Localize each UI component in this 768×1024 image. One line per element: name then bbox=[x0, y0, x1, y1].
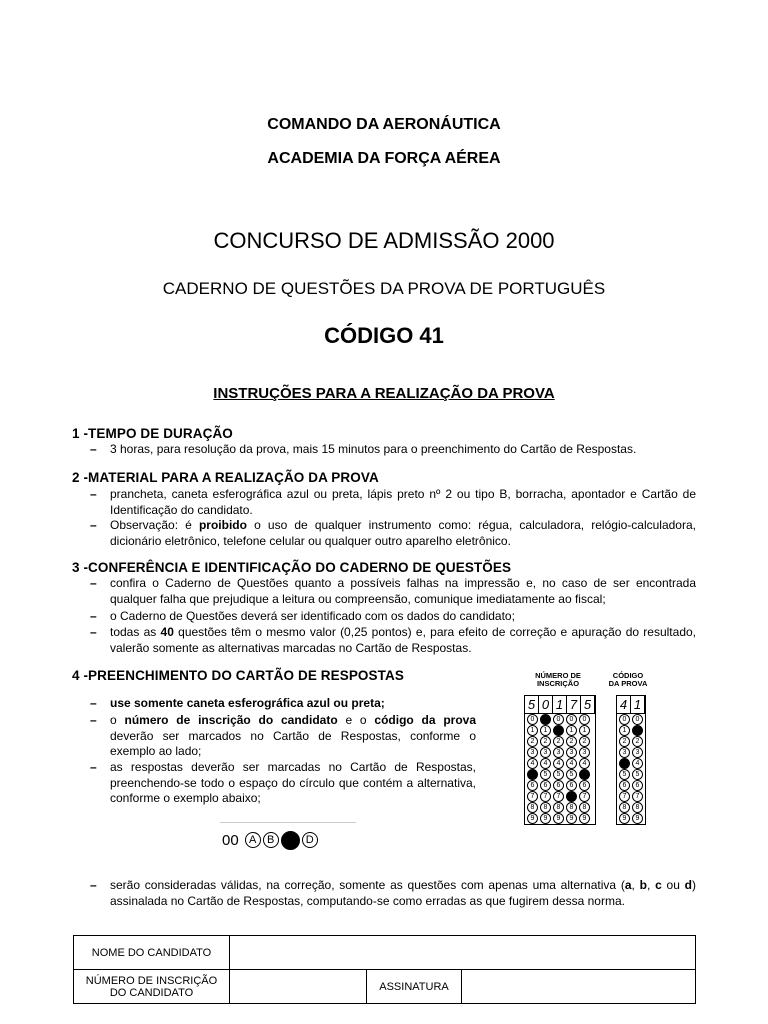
digit-box: 4 bbox=[617, 696, 631, 713]
digit-bubble: 7 bbox=[579, 791, 590, 802]
digit-bubble: 7 bbox=[619, 791, 630, 802]
inscricao-label: NÚMERO DE INSCRIÇÃO DO CANDIDATO bbox=[74, 970, 230, 1004]
section-4-title: 4 -PREENCHIMENTO DO CARTÃO DE RESPOSTAS bbox=[72, 668, 404, 683]
digit-bubble: 8 bbox=[579, 802, 590, 813]
section-3-item-3: – todas as 40 questões têm o mesmo valor (0,25 pontos) e, para efeito de correção e apuração do resultado, valerão somente as alternativas marcadas no Cartão de Respostas. bbox=[90, 625, 697, 655]
digit-bubble: 1 bbox=[566, 725, 577, 736]
signature-label: ASSINATURA bbox=[367, 970, 462, 1004]
digit-bubble bbox=[540, 714, 551, 725]
digit-bubble: 4 bbox=[579, 758, 590, 769]
bubble-row bbox=[617, 758, 645, 769]
digit-bubble: 6 bbox=[540, 780, 551, 791]
example-question-number: 00 bbox=[222, 831, 239, 849]
inscricao-bubble-grid bbox=[524, 695, 596, 825]
option-b-bubble: B bbox=[263, 832, 279, 848]
bubble-row bbox=[525, 736, 595, 747]
section-3-title: 3 -CONFERÊNCIA E IDENTIFICAÇÃO DO CADERNO DE QUESTÕES bbox=[72, 560, 512, 575]
bubble-row bbox=[617, 791, 645, 802]
digit-bubble: 9 bbox=[527, 813, 538, 824]
digit-bubble: 5 bbox=[619, 769, 630, 780]
digit-bubble: 2 bbox=[527, 736, 538, 747]
digit-box: 7 bbox=[567, 696, 581, 713]
bubble-row bbox=[525, 747, 595, 758]
dash: – bbox=[90, 696, 97, 710]
digit-bubble bbox=[579, 769, 590, 780]
digit-box: 0 bbox=[539, 696, 553, 713]
bubble-row bbox=[525, 802, 595, 813]
digit-bubble: 2 bbox=[566, 736, 577, 747]
dash: – bbox=[90, 625, 97, 639]
digit-bubble: 2 bbox=[632, 736, 643, 747]
dash: – bbox=[90, 487, 97, 501]
digit-bubble: 9 bbox=[553, 813, 564, 824]
digit-bubble: 3 bbox=[566, 747, 577, 758]
digit-bubble: 6 bbox=[619, 780, 630, 791]
dash: – bbox=[90, 713, 97, 727]
bubble-row bbox=[525, 758, 595, 769]
digit-bubble: 7 bbox=[632, 791, 643, 802]
inscricao-grid-label: NÚMERO DE INSCRIÇÃO bbox=[535, 671, 581, 688]
digit-bubble: 8 bbox=[553, 802, 564, 813]
digit-bubble: 1 bbox=[540, 725, 551, 736]
digit-bubble: 1 bbox=[579, 725, 590, 736]
digit-bubble: 9 bbox=[632, 813, 643, 824]
signature-field[interactable] bbox=[462, 970, 696, 1004]
digit-bubble: 9 bbox=[579, 813, 590, 824]
digit-bubble: 6 bbox=[553, 780, 564, 791]
digit-bubble: 1 bbox=[527, 725, 538, 736]
org-title-1: COMANDO DA AERONÁUTICA bbox=[267, 116, 501, 133]
digit-bubble: 2 bbox=[579, 736, 590, 747]
option-d-bubble: D bbox=[302, 832, 318, 848]
digit-bubble: 6 bbox=[632, 780, 643, 791]
digit-bubble: 0 bbox=[619, 714, 630, 725]
digit-bubble: 5 bbox=[540, 769, 551, 780]
section-4-item-1: – use somente caneta esferográfica azul ou preta; bbox=[90, 696, 385, 710]
digit-box: 5 bbox=[525, 696, 539, 713]
digit-bubble: 9 bbox=[566, 813, 577, 824]
digit-bubble: 3 bbox=[632, 747, 643, 758]
digit-bubble: 2 bbox=[553, 736, 564, 747]
digit-bubble: 0 bbox=[632, 714, 643, 725]
section-3-item-1: – confira o Caderno de Questões quanto a possíveis falhas na impressão e, no caso de ser encontrada qualquer falha que prejudique a leitura ou compreensão, comunique imediatamente ao fiscal; bbox=[90, 576, 696, 606]
name-field[interactable] bbox=[230, 936, 696, 970]
digit-bubble: 7 bbox=[527, 791, 538, 802]
org-title-2: ACADEMIA DA FORÇA AÉREA bbox=[267, 150, 501, 167]
option-c-filled-bubble bbox=[281, 831, 300, 850]
digit-bubble: 4 bbox=[553, 758, 564, 769]
digit-bubble: 3 bbox=[540, 747, 551, 758]
bubble-row bbox=[617, 780, 645, 791]
section-3-item-2: – o Caderno de Questões deverá ser identificado com os dados do candidato; bbox=[90, 609, 515, 623]
digit-bubble bbox=[619, 758, 630, 769]
name-label: NOME DO CANDIDATO bbox=[74, 936, 230, 970]
digit-box: 1 bbox=[553, 696, 567, 713]
digit-bubble: 3 bbox=[553, 747, 564, 758]
digit-bubble: 9 bbox=[540, 813, 551, 824]
bubble-row bbox=[525, 780, 595, 791]
bubble-row bbox=[617, 802, 645, 813]
digit-bubble: 8 bbox=[632, 802, 643, 813]
digit-bubble: 4 bbox=[540, 758, 551, 769]
candidate-form bbox=[73, 935, 696, 1004]
dash: – bbox=[90, 576, 97, 590]
bubble-row bbox=[617, 725, 645, 736]
bubble-row bbox=[525, 725, 595, 736]
digit-bubble: 4 bbox=[527, 758, 538, 769]
digit-bubble: 4 bbox=[632, 758, 643, 769]
booklet-title: CADERNO DE QUESTÕES DA PROVA DE PORTUGUÊS bbox=[162, 279, 606, 298]
digit-bubble bbox=[527, 769, 538, 780]
digit-bubble: 0 bbox=[553, 714, 564, 725]
dash: – bbox=[90, 442, 97, 456]
digit-bubble: 4 bbox=[566, 758, 577, 769]
dash: – bbox=[90, 518, 97, 532]
digit-bubble: 6 bbox=[566, 780, 577, 791]
bubble-row bbox=[525, 791, 595, 802]
section-4-item-4: – serão consideradas válidas, na correção, somente as questões com apenas uma alternativa (a, b, c ou d) assinalada no Cartão de Respostas, computando-se como erradas as que fugirem dessa norma. bbox=[90, 878, 697, 908]
digit-bubble: 5 bbox=[566, 769, 577, 780]
inscricao-field[interactable] bbox=[230, 970, 367, 1004]
digit-bubble: 8 bbox=[619, 802, 630, 813]
digit-bubble bbox=[566, 791, 577, 802]
digit-bubble: 5 bbox=[632, 769, 643, 780]
digit-bubble: 9 bbox=[619, 813, 630, 824]
instructions-title: INSTRUÇÕES PARA A REALIZAÇÃO DA PROVA bbox=[213, 385, 555, 402]
answer-example bbox=[220, 822, 356, 857]
code-title: CÓDIGO 41 bbox=[324, 323, 444, 348]
digit-bubble: 3 bbox=[579, 747, 590, 758]
section-1-title: 1 -TEMPO DE DURAÇÃO bbox=[72, 426, 233, 441]
digit-bubble: 3 bbox=[527, 747, 538, 758]
digit-bubble bbox=[553, 725, 564, 736]
bubble-row bbox=[617, 813, 645, 824]
digit-bubble: 5 bbox=[553, 769, 564, 780]
section-2-title: 2 -MATERIAL PARA A REALIZAÇÃO DA PROVA bbox=[72, 470, 379, 485]
bubble-row bbox=[525, 813, 595, 824]
codigo-grid-label: CÓDIGO DA PROVA bbox=[608, 671, 648, 688]
codigo-bubble-grid bbox=[616, 695, 646, 825]
digit-bubble: 7 bbox=[540, 791, 551, 802]
digit-bubble: 8 bbox=[540, 802, 551, 813]
inscricao-digits bbox=[525, 696, 595, 714]
digit-box: 5 bbox=[581, 696, 595, 713]
section-4-item-3: – as respostas deverão ser marcadas no Cartão de Respostas, preenchendo-se todo o espaço do círculo que contém a alternativa, conforme o exemplo abaixo; bbox=[90, 760, 476, 805]
bubble-row bbox=[525, 769, 595, 780]
bubble-row bbox=[617, 747, 645, 758]
digit-bubble: 8 bbox=[566, 802, 577, 813]
digit-bubble: 2 bbox=[619, 736, 630, 747]
bubble-row bbox=[617, 769, 645, 780]
digit-bubble: 8 bbox=[527, 802, 538, 813]
digit-bubble bbox=[632, 725, 643, 736]
dash: – bbox=[90, 760, 97, 774]
bubble-row bbox=[525, 714, 595, 725]
section-2-item-1: – prancheta, caneta esferográfica azul ou preta, lápis preto nº 2 ou tipo B, borracha, apontador e Cartão de Identificação do candidato. bbox=[90, 487, 696, 517]
digit-bubble: 6 bbox=[527, 780, 538, 791]
dash: – bbox=[90, 609, 97, 623]
contest-title: CONCURSO DE ADMISSÃO 2000 bbox=[213, 228, 555, 253]
option-a-bubble: A bbox=[245, 832, 261, 848]
section-1-item: – 3 horas, para resolução da prova, mais 15 minutos para o preenchimento do Cartão de Respostas. bbox=[90, 442, 637, 456]
digit-bubble: 3 bbox=[619, 747, 630, 758]
digit-bubble: 0 bbox=[566, 714, 577, 725]
digit-bubble: 2 bbox=[540, 736, 551, 747]
digit-bubble: 0 bbox=[579, 714, 590, 725]
section-4-item-2: – o número de inscrição do candidato e o código da prova deverão ser marcados no Cartão de Respostas, conforme o exemplo ao lado; bbox=[90, 713, 476, 758]
digit-bubble: 7 bbox=[553, 791, 564, 802]
bubble-row bbox=[617, 714, 645, 725]
digit-bubble: 1 bbox=[619, 725, 630, 736]
section-2-item-2: – Observação: é proibido o uso de qualquer instrumento como: régua, calculadora, relógio-calculadora, dicionário eletrônico, telefone celular ou qualquer outro aparelho eletrônico. bbox=[90, 518, 696, 548]
digit-bubble: 0 bbox=[527, 714, 538, 725]
codigo-digits bbox=[617, 696, 645, 714]
dash: – bbox=[90, 878, 97, 892]
digit-bubble: 6 bbox=[579, 780, 590, 791]
digit-box: 1 bbox=[631, 696, 645, 713]
bubble-row bbox=[617, 736, 645, 747]
